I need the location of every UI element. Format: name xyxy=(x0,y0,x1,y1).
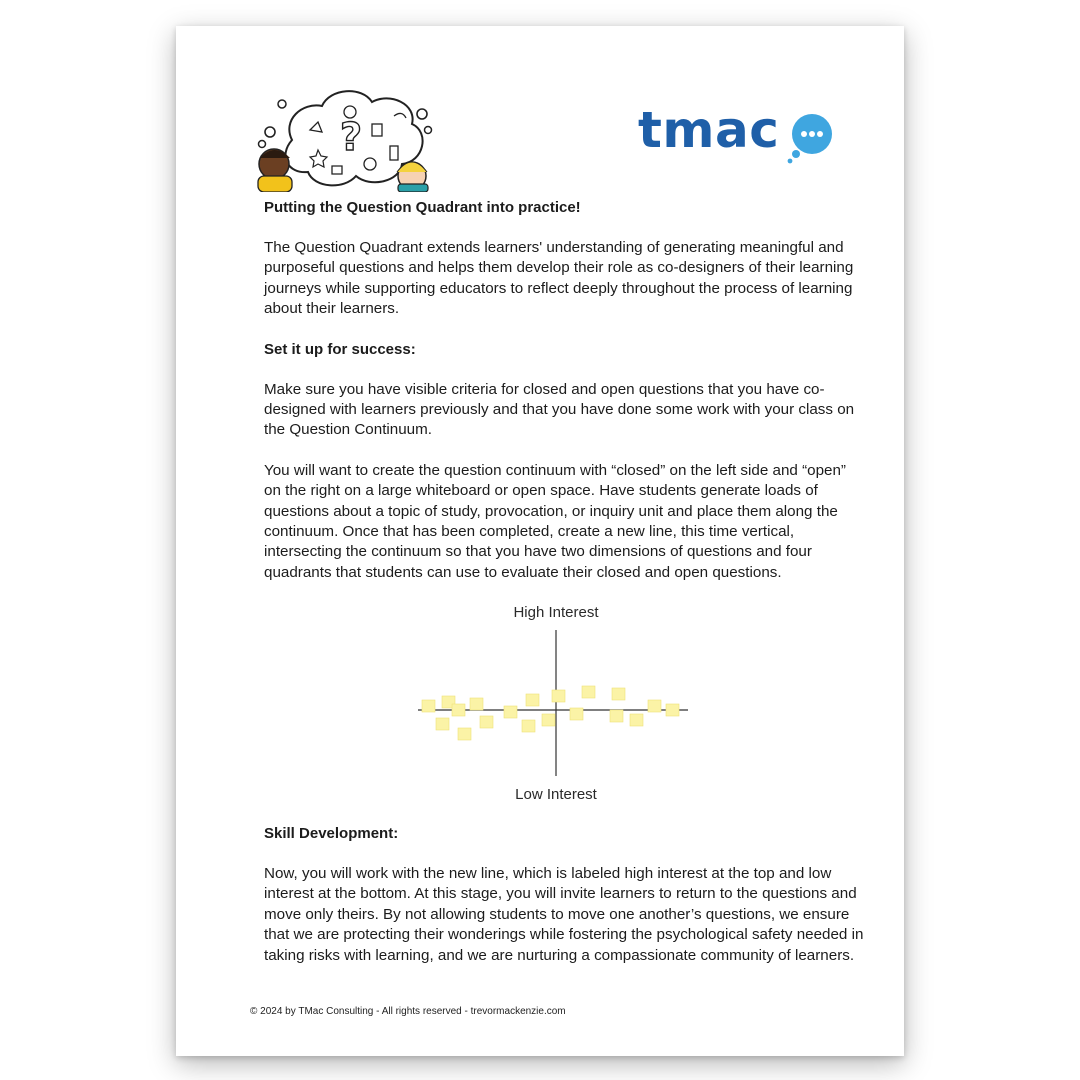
sticky-note xyxy=(526,694,539,706)
svg-text:?: ? xyxy=(340,115,363,159)
skill-paragraph: Now, you will work with the new line, which is labeled high interest at the top and low interest at the bottom. At this stage, you will invite learners to return to the questions and move only theirs. By not allowing students to move one another’s questions, we ensure that we are protecting their wonderings while fostering the psychological safety needed in taking risks with learning, and we are nurturing a compassionate community of learners. xyxy=(264,865,864,964)
sticky-note xyxy=(542,714,555,726)
setup-heading: Set it up for success: xyxy=(264,340,416,358)
sticky-note xyxy=(570,708,583,720)
document-page xyxy=(176,26,904,1056)
intro-heading: Putting the Question Quadrant into practice! xyxy=(264,199,581,216)
logo-wordmark: tmac xyxy=(638,101,780,159)
sticky-note xyxy=(458,728,471,740)
sticky-note xyxy=(480,716,493,728)
sticky-note xyxy=(436,718,449,730)
sticky-note xyxy=(522,720,535,732)
setup-paragraph-2: You will want to create the question continuum with “closed” on the left side and “open” on the right on a large whiteboard or open space. Have students generate loads of questions about a topic of study, provocation, or inquiry unit and place them along the continuum. Once that has been completed, create a new line, this time vertical, intersecting the continuum so that you have two dimensions of questions and four quadrants that students can use to evaluate their closed and open questions. xyxy=(264,461,846,581)
setup-paragraph-1: Make sure you have visible criteria for closed and open questions that you have co-designed with learners previously and that you have done some work with your class on the Question Continuum. xyxy=(264,380,855,439)
sticky-note xyxy=(422,700,435,712)
low-interest-label: Low Interest xyxy=(515,786,597,803)
sticky-note xyxy=(666,704,679,716)
sticky-note xyxy=(648,700,661,712)
tmac-logo xyxy=(638,102,834,164)
sticky-note xyxy=(452,704,465,716)
main-content xyxy=(264,198,864,583)
intro-paragraph: The Question Quadrant extends learners' understanding of generating meaningful and purposeful questions and helps them develop their role as co-designers of their learning journeys while supporting educators to reflect deeply throughout the process of learning about their learners. xyxy=(264,239,854,318)
sticky-note xyxy=(582,686,595,698)
sticky-note xyxy=(630,714,643,726)
sticky-note xyxy=(504,706,517,718)
sticky-note xyxy=(552,690,565,702)
high-interest-label: High Interest xyxy=(513,604,599,621)
skill-heading: Skill Development: xyxy=(264,825,399,842)
sticky-note xyxy=(470,698,483,710)
copyright-footer: © 2024 by TMac Consulting - All rights reserved - trevormackenzie.com xyxy=(250,1006,566,1017)
sticky-notes xyxy=(422,686,679,740)
question-quadrant-diagram xyxy=(412,628,692,778)
speech-bubble-icon xyxy=(784,110,834,164)
skill-content xyxy=(264,824,864,966)
sticky-note xyxy=(612,688,625,700)
sticky-note xyxy=(610,710,623,722)
wondering-kids-illustration xyxy=(252,80,434,192)
